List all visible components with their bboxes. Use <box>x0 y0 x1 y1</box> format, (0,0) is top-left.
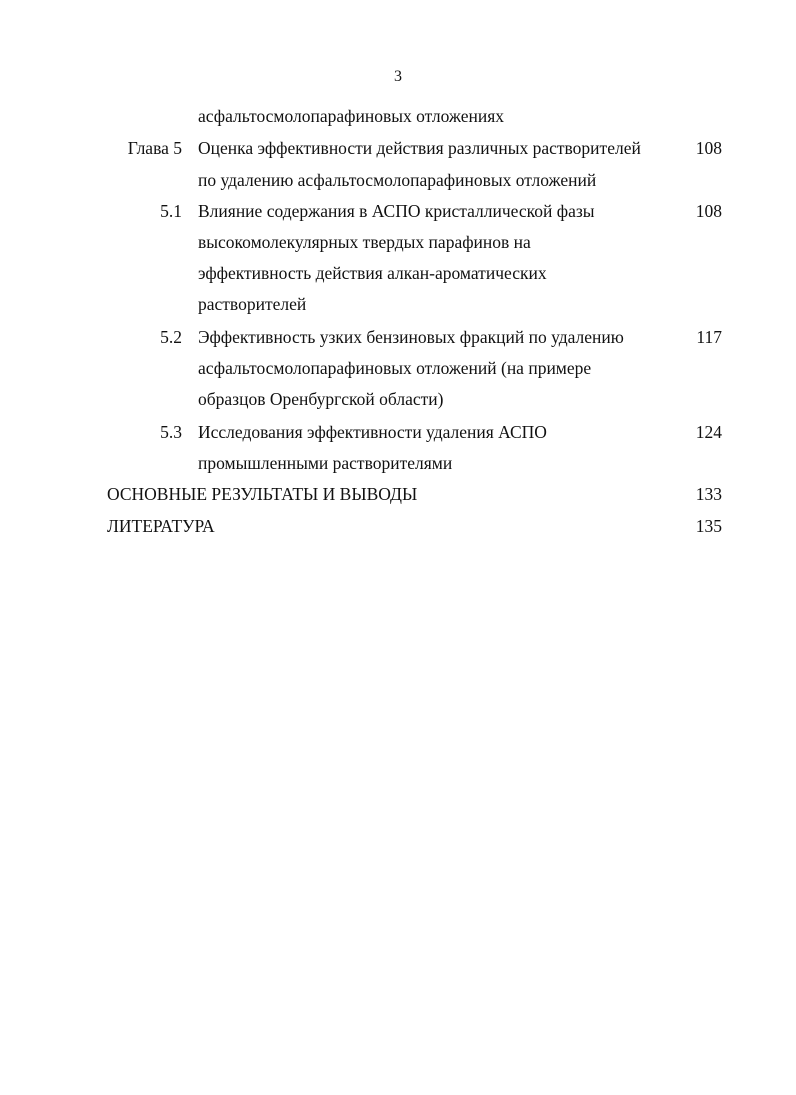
section-title-line: Эффективность узких бензиновых фракций по удалению <box>198 327 624 347</box>
results-title: ОСНОВНЫЕ РЕЗУЛЬТАТЫ И ВЫВОДЫ <box>107 484 418 504</box>
section-title-line: эффективность действия алкан-ароматических <box>198 263 547 283</box>
section-title-line: Исследования эффективности удаления АСПО <box>198 422 547 442</box>
section-title-line: растворителей <box>198 294 307 314</box>
section-label: 5.3 <box>160 422 182 442</box>
section-page-number: 108 <box>695 201 722 221</box>
results-page-number: 133 <box>695 484 722 504</box>
section-title-line: образцов Оренбургской области) <box>198 389 444 409</box>
section-title-line: промышленными растворителями <box>198 453 453 473</box>
section-title-line: высокомолекулярных твердых парафинов на <box>198 232 531 252</box>
section-page-number: 117 <box>696 327 722 347</box>
chapter-title-line: Оценка эффективности действия различных растворителей <box>198 138 641 158</box>
chapter-label: Глава 5 <box>127 138 182 158</box>
literature-page-number: 135 <box>695 516 722 536</box>
toc-continuation-line: асфальтосмолопарафиновых отложениях <box>198 106 505 126</box>
section-title-line: асфальтосмолопарафиновых отложений (на примере <box>198 358 592 378</box>
literature-title: ЛИТЕРАТУРА <box>107 516 215 536</box>
chapter-page-number: 108 <box>695 138 722 158</box>
page-number: 3 <box>394 68 402 85</box>
section-page-number: 124 <box>695 422 722 442</box>
chapter-title-line: по удалению асфальтосмолопарафиновых отложений <box>198 170 597 190</box>
section-label: 5.2 <box>160 327 182 347</box>
section-label: 5.1 <box>160 201 182 221</box>
section-title-line: Влияние содержания в АСПО кристаллической фазы <box>198 201 595 221</box>
